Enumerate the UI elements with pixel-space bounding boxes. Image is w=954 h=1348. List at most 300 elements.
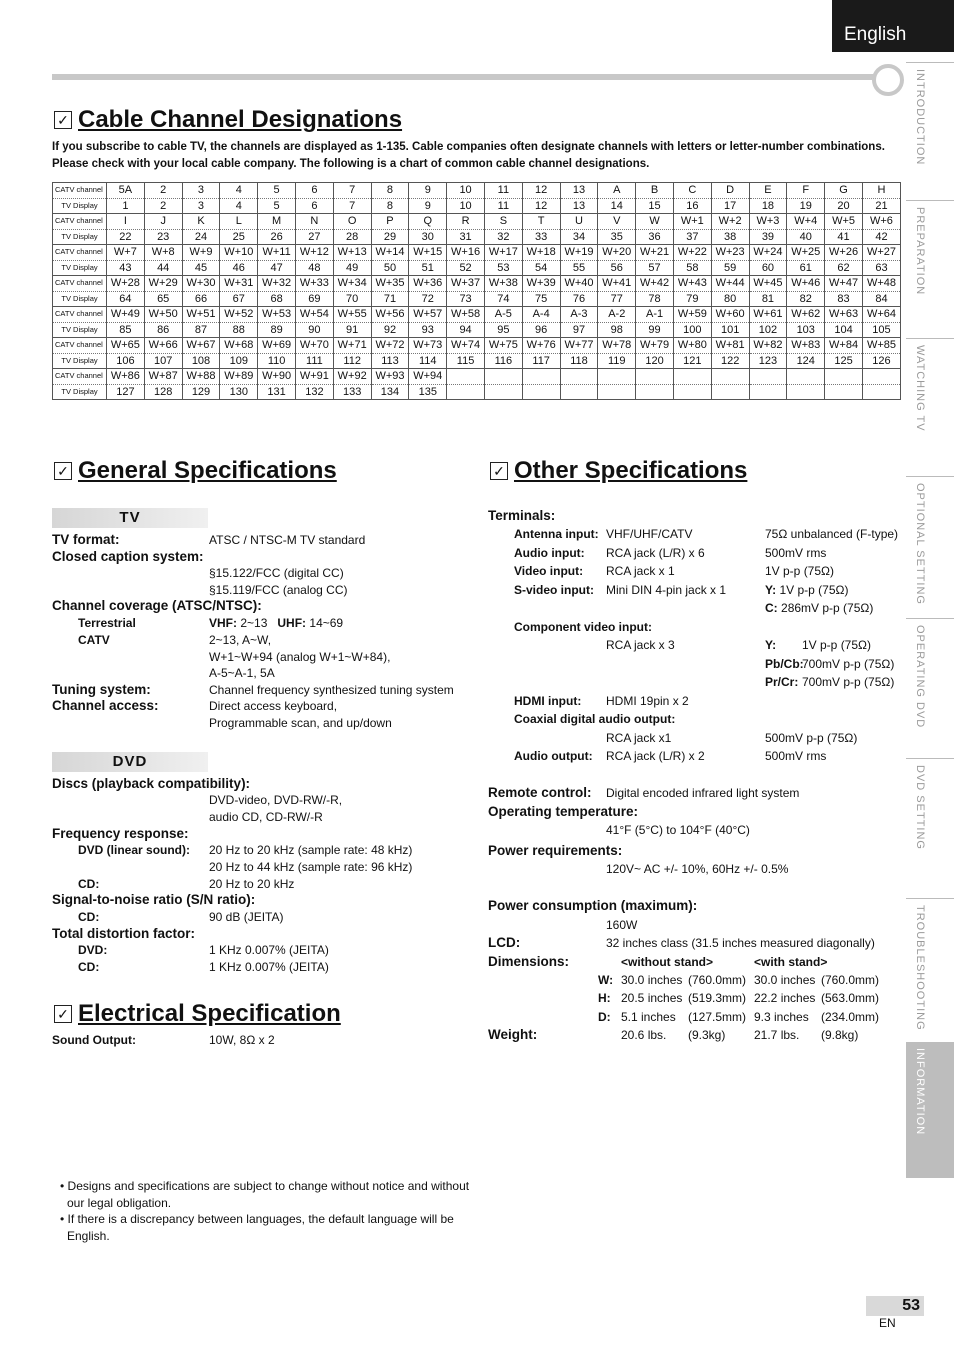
tv-display-cell: 127: [107, 384, 145, 400]
access-value-2: Programmable scan, and up/down: [209, 716, 392, 730]
tv-display-cell: 77: [598, 291, 636, 307]
catv-cell: 7: [333, 183, 371, 199]
tv-display-cell: 112: [333, 353, 371, 369]
catv-cell: W+86: [107, 369, 145, 385]
catv-cell: D: [711, 183, 749, 199]
weight-label: Weight:: [488, 1027, 538, 1042]
electrical-heading: ✓ Electrical Specification: [54, 1000, 341, 1028]
temp-label: Operating temperature:: [488, 804, 639, 819]
tv-display-cell: 132: [295, 384, 333, 400]
cc-value-analog: §15.119/FCC (analog CC): [209, 583, 348, 597]
catv-cell: W+56: [371, 307, 409, 323]
svideo-c: C: 286mV p-p (75Ω): [765, 601, 874, 615]
tv-display-cell: 32: [484, 229, 522, 245]
tv-display-cell: 24: [182, 229, 220, 245]
tv-display-cell: 120: [636, 353, 674, 369]
catv-cell: W+94: [409, 369, 447, 385]
tv-display-cell: 92: [371, 322, 409, 338]
component-label: Component video input:: [514, 620, 652, 634]
dvd-linear-label: DVD (linear sound):: [78, 843, 191, 857]
tv-display-cell: 49: [333, 260, 371, 276]
tv-display-cell: [825, 384, 863, 400]
side-tab-optional-setting[interactable]: OPTIONAL SETTING: [906, 476, 954, 613]
tv-display-cell: 51: [409, 260, 447, 276]
thd-label: Total distortion factor:: [52, 926, 195, 941]
tv-display-cell: 23: [144, 229, 182, 245]
tv-display-cell: 26: [258, 229, 296, 245]
catv-row: [53, 307, 901, 323]
tv-display-cell: 81: [749, 291, 787, 307]
tv-display-cell: 113: [371, 353, 409, 369]
tv-display-row: [53, 291, 901, 307]
discs-label: Discs (playback compatibility):: [52, 776, 251, 791]
temp-value: 41°F (5°C) to 104°F (40°C): [606, 823, 750, 837]
dvd-band: DVD: [52, 752, 208, 772]
tv-display-cell: 48: [295, 260, 333, 276]
catv-cell: W+91: [295, 369, 333, 385]
tv-display-cell: 134: [371, 384, 409, 400]
catv-cell: W+39: [522, 276, 560, 292]
tv-display-row: [53, 353, 901, 369]
tv-display-cell: 111: [295, 353, 333, 369]
footnote-1a: • Designs and specifications are subject to change without notice and without: [60, 1179, 470, 1193]
catv-cell: A-5: [484, 307, 522, 323]
tv-display-cell: 44: [144, 260, 182, 276]
catv-cell: A-4: [522, 307, 560, 323]
tv-display-cell: [862, 384, 900, 400]
catv-row: [53, 183, 901, 199]
tv-display-cell: 95: [484, 322, 522, 338]
tv-display-row-label: TV Display: [53, 291, 107, 307]
tv-display-cell: 69: [295, 291, 333, 307]
catv-cell: W+92: [333, 369, 371, 385]
consumption-label: Power consumption (maximum):: [488, 898, 698, 913]
catv-cell: W+73: [409, 338, 447, 354]
tv-display-cell: 59: [711, 260, 749, 276]
cd-freq-value: 20 Hz to 20 kHz: [209, 877, 295, 891]
tv-display-cell: 21: [862, 198, 900, 214]
video-in-value: RCA jack x 1: [606, 564, 675, 578]
catv-row-label: CATV channel: [53, 338, 107, 354]
catv-cell: T: [522, 214, 560, 230]
catv-cell: W+11: [258, 245, 296, 261]
width-in-without: 30.0 inches: [621, 973, 683, 987]
tv-display-cell: 30: [409, 229, 447, 245]
tv-display-cell: 84: [862, 291, 900, 307]
catv-cell: W+26: [825, 245, 863, 261]
checkbox-icon: ✓: [54, 462, 72, 480]
catv-cell: W+23: [711, 245, 749, 261]
tv-display-cell: 54: [522, 260, 560, 276]
general-heading: ✓ General Specifications: [54, 457, 337, 485]
tv-display-cell: 76: [560, 291, 598, 307]
catv-cell: W+10: [220, 245, 258, 261]
catv-cell: W+63: [825, 307, 863, 323]
catv-cell: A-3: [560, 307, 598, 323]
catv-cell: U: [560, 214, 598, 230]
catv-cell: W+44: [711, 276, 749, 292]
tv-display-cell: 83: [825, 291, 863, 307]
tv-display-cell: 89: [258, 322, 296, 338]
catv-row: [53, 369, 901, 385]
tv-format-value: ATSC / NTSC-M TV standard: [209, 533, 366, 547]
tv-format-label: TV format:: [52, 532, 120, 547]
comp-y-value: 1V p-p (75Ω): [802, 638, 871, 652]
catv-cell: A-2: [598, 307, 636, 323]
tv-display-cell: [673, 384, 711, 400]
height-in-with: 22.2 inches: [754, 991, 816, 1005]
comp-pb-value: 700mV p-p (75Ω): [802, 657, 895, 671]
tv-display-cell: 63: [862, 260, 900, 276]
tv-display-row: [53, 384, 901, 400]
consumption-value: 160W: [606, 918, 638, 932]
tv-display-cell: 62: [825, 260, 863, 276]
terrestrial-label: Terrestrial: [78, 616, 136, 630]
catv-cell: W+36: [409, 276, 447, 292]
catv-cell: F: [787, 183, 825, 199]
catv-cell: S: [484, 214, 522, 230]
catv-cell: W+93: [371, 369, 409, 385]
catv-cell: W+16: [447, 245, 485, 261]
catv-cell: W+37: [447, 276, 485, 292]
tv-display-cell: 119: [598, 353, 636, 369]
catv-cell: W+77: [560, 338, 598, 354]
tv-display-cell: [598, 384, 636, 400]
catv-cell: W+79: [636, 338, 674, 354]
tv-display-cell: 87: [182, 322, 220, 338]
catv-cell: W+28: [107, 276, 145, 292]
catv-cell: W+62: [787, 307, 825, 323]
catv-cell: W: [636, 214, 674, 230]
catv-cell: [825, 369, 863, 385]
tv-display-row-label: TV Display: [53, 322, 107, 338]
tv-display-cell: 88: [220, 322, 258, 338]
catv-cell: A: [598, 183, 636, 199]
tv-display-cell: 107: [144, 353, 182, 369]
width-label: W:: [598, 973, 614, 987]
footnotes: [60, 1178, 470, 1244]
catv-cell: W+19: [560, 245, 598, 261]
catv-cell: W+85: [862, 338, 900, 354]
dvd-linear-value-2: 20 Hz to 44 kHz (sample rate: 96 kHz): [209, 860, 413, 874]
tv-display-cell: 53: [484, 260, 522, 276]
tv-display-cell: 28: [333, 229, 371, 245]
tv-display-cell: 110: [258, 353, 296, 369]
language-tab: English: [832, 0, 954, 52]
cd-freq-label: CD:: [78, 877, 100, 891]
tv-display-row-label: TV Display: [53, 198, 107, 214]
catv-cell: W+42: [636, 276, 674, 292]
tv-display-cell: 99: [636, 322, 674, 338]
depth-mm-without: (127.5mm): [688, 1010, 747, 1024]
thd-cd-value: 1 KHz 0.007% (JEITA): [209, 960, 329, 974]
catv-cell: W+15: [409, 245, 447, 261]
video-in-label: Video input:: [514, 564, 584, 578]
tv-display-cell: 16: [673, 198, 711, 214]
header-rule: [52, 74, 874, 80]
height-mm-without: (519.3mm): [688, 991, 747, 1005]
catv-cell: [673, 369, 711, 385]
snr-cd-label: CD:: [78, 910, 100, 924]
tv-display-cell: 73: [447, 291, 485, 307]
footnote-2a: • If there is a discrepancy between languages, the default language will be: [60, 1212, 454, 1226]
catv-cell: W+22: [673, 245, 711, 261]
side-tab-operating-dvd[interactable]: OPERATING DVD: [906, 618, 954, 755]
catv-cell: 13: [560, 183, 598, 199]
catv-cell: R: [447, 214, 485, 230]
catv-cell: W+58: [447, 307, 485, 323]
snr-cd-value: 90 dB (JEITA): [209, 910, 284, 924]
catv-cell: W+75: [484, 338, 522, 354]
tv-display-cell: 4: [220, 198, 258, 214]
catv-cell: W+18: [522, 245, 560, 261]
tv-display-cell: 10: [447, 198, 485, 214]
catv-row: [53, 338, 901, 354]
tv-display-cell: 20: [825, 198, 863, 214]
catv-cell: W+84: [825, 338, 863, 354]
catv-cell: W+90: [258, 369, 296, 385]
tv-display-cell: 106: [107, 353, 145, 369]
antenna-label: Antenna input:: [514, 527, 599, 541]
catv-cell: N: [295, 214, 333, 230]
catv-cell: W+38: [484, 276, 522, 292]
catv-cell: [711, 369, 749, 385]
cable-intro: If you subscribe to cable TV, the channels are displayed as 1-135. Cable companies often designate channels with letters or letter-number combinations. Please check with your local cable company. The following is a chart of common cable channel designations.: [52, 141, 885, 170]
catv-cell: W+61: [749, 307, 787, 323]
page-lang-code: EN: [879, 1316, 896, 1330]
catv-cell: W+53: [258, 307, 296, 323]
tv-display-cell: 41: [825, 229, 863, 245]
side-tab-watching-tv[interactable]: WATCHING TV: [906, 338, 954, 475]
tv-display-cell: 98: [598, 322, 636, 338]
terrestrial-value: VHF: 2~13 UHF: 14~69: [209, 616, 344, 630]
tv-display-cell: 117: [522, 353, 560, 369]
without-stand-header: <without stand>: [621, 955, 714, 969]
catv-cell: W+7: [107, 245, 145, 261]
tv-display-cell: 58: [673, 260, 711, 276]
footnote-2b: English.: [67, 1228, 110, 1243]
dvd-linear-value-1: 20 Hz to 20 kHz (sample rate: 48 kHz): [209, 843, 413, 857]
side-tab-troubleshooting[interactable]: TROUBLESHOOTING: [906, 898, 954, 1035]
catv-cell: W+67: [182, 338, 220, 354]
tv-display-cell: 31: [447, 229, 485, 245]
tv-display-row-label: TV Display: [53, 260, 107, 276]
audio-out-label: Audio output:: [514, 749, 593, 763]
tv-display-cell: 38: [711, 229, 749, 245]
freq-label: Frequency response:: [52, 826, 189, 841]
side-tab-preparation[interactable]: PREPARATION: [906, 200, 954, 337]
catv-cell: M: [258, 214, 296, 230]
power-value: 120V~ AC +/- 10%, 60Hz +/- 0.5%: [606, 862, 789, 876]
catv-row: [53, 214, 901, 230]
height-mm-with: (563.0mm): [821, 991, 880, 1005]
catv-row-label: CATV channel: [53, 369, 107, 385]
tv-display-cell: 86: [144, 322, 182, 338]
tv-display-cell: 80: [711, 291, 749, 307]
side-tab-introduction[interactable]: INTRODUCTION: [906, 62, 954, 199]
lcd-label: LCD:: [488, 935, 521, 950]
catv-cell: [636, 369, 674, 385]
catv-cell: [522, 369, 560, 385]
weight-lbs-with: 21.7 lbs.: [754, 1028, 800, 1042]
catv-cell: 10: [447, 183, 485, 199]
tv-display-cell: 55: [560, 260, 598, 276]
tv-band: TV: [52, 508, 208, 528]
catv-cell: W+78: [598, 338, 636, 354]
hdmi-value: HDMI 19pin x 2: [606, 694, 689, 708]
catv-row-label: CATV channel: [53, 214, 107, 230]
width-mm-without: (760.0mm): [688, 973, 747, 987]
access-value-1: Direct access keyboard,: [209, 699, 338, 713]
catv-cell: H: [862, 183, 900, 199]
tv-display-cell: 126: [862, 353, 900, 369]
tv-display-cell: 13: [560, 198, 598, 214]
height-label: H:: [598, 991, 611, 1005]
access-label: Channel access:: [52, 698, 159, 713]
tv-display-cell: 47: [258, 260, 296, 276]
checkbox-icon: ✓: [54, 111, 72, 129]
tuning-value: Channel frequency synthesized tuning system: [209, 683, 454, 697]
catv-cell: L: [220, 214, 258, 230]
tv-display-cell: 33: [522, 229, 560, 245]
discs-value-2: audio CD, CD-RW/-R: [209, 810, 323, 824]
tv-display-cell: 91: [333, 322, 371, 338]
catv-cell: [749, 369, 787, 385]
weight-kg-without: (9.3kg): [688, 1028, 726, 1042]
tv-display-cell: 60: [749, 260, 787, 276]
tv-display-cell: [787, 384, 825, 400]
catv-row-label: CATV channel: [53, 276, 107, 292]
tv-display-row: [53, 322, 901, 338]
tv-display-cell: 105: [862, 322, 900, 338]
cable-heading: ✓ Cable Channel Designations: [54, 106, 402, 134]
tv-display-cell: 1: [107, 198, 145, 214]
tv-display-cell: 61: [787, 260, 825, 276]
width-mm-with: (760.0mm): [821, 973, 880, 987]
catv-cell: W+33: [295, 276, 333, 292]
footnote-1b: our legal obligation.: [67, 1195, 172, 1210]
tv-display-cell: 116: [484, 353, 522, 369]
tv-display-cell: 122: [711, 353, 749, 369]
catv-cell: W+89: [220, 369, 258, 385]
snr-label: Signal-to-noise ratio (S/N ratio):: [52, 892, 256, 907]
tv-display-cell: 40: [787, 229, 825, 245]
remote-label: Remote control:: [488, 785, 592, 800]
catv-cell: W+17: [484, 245, 522, 261]
discs-value-1: DVD-video, DVD-RW/-R,: [209, 793, 343, 807]
catv-cell: C: [673, 183, 711, 199]
catv-cell: W+51: [182, 307, 220, 323]
remote-value: Digital encoded infrared light system: [606, 786, 800, 800]
catv-cell: W+20: [598, 245, 636, 261]
catv-cell: W+3: [749, 214, 787, 230]
tv-display-cell: 6: [295, 198, 333, 214]
svideo-y: Y: 1V p-p (75Ω): [765, 583, 849, 597]
page-number: 53: [866, 1296, 924, 1316]
catv-cell: W+54: [295, 307, 333, 323]
catv-cell: K: [182, 214, 220, 230]
tv-display-cell: 2: [144, 198, 182, 214]
tv-display-cell: 124: [787, 353, 825, 369]
side-tab-dvd-setting[interactable]: DVD SETTING: [906, 758, 954, 895]
thd-cd-label: CD:: [78, 960, 100, 974]
audio-out-spec: 500mV rms: [765, 749, 827, 763]
thd-dvd-value: 1 KHz 0.007% (JEITA): [209, 943, 329, 957]
tv-display-cell: [560, 384, 598, 400]
tv-display-cell: 67: [220, 291, 258, 307]
sound-output-value: 10W, 8Ω x 2: [209, 1033, 275, 1047]
catv-cell: A-1: [636, 307, 674, 323]
tv-display-cell: 5: [258, 198, 296, 214]
tv-display-cell: 29: [371, 229, 409, 245]
catv-cell: W+41: [598, 276, 636, 292]
tv-display-cell: 114: [409, 353, 447, 369]
tv-display-cell: 36: [636, 229, 674, 245]
catv-cell: 9: [409, 183, 447, 199]
tv-display-cell: 11: [484, 198, 522, 214]
catv-cell: W+14: [371, 245, 409, 261]
tv-display-cell: 50: [371, 260, 409, 276]
tv-display-cell: 19: [787, 198, 825, 214]
tv-display-cell: 101: [711, 322, 749, 338]
catv-cell: W+80: [673, 338, 711, 354]
catv-cell: W+2: [711, 214, 749, 230]
tv-display-cell: 35: [598, 229, 636, 245]
antenna-spec: 75Ω unbalanced (F-type): [765, 527, 899, 541]
comp-y-label: Y:: [765, 638, 777, 652]
catv-cell: W+81: [711, 338, 749, 354]
tv-display-cell: 17: [711, 198, 749, 214]
tv-display-cell: 125: [825, 353, 863, 369]
tv-display-cell: 97: [560, 322, 598, 338]
tv-display-cell: [636, 384, 674, 400]
antenna-value: VHF/UHF/CATV: [606, 527, 693, 541]
comp-pr-value: 700mV p-p (75Ω): [802, 675, 895, 689]
catv-label: CATV: [78, 633, 110, 647]
tv-display-cell: 12: [522, 198, 560, 214]
tv-display-row: [53, 198, 901, 214]
catv-cell: W+82: [749, 338, 787, 354]
depth-label: D:: [598, 1010, 611, 1024]
catv-row: [53, 276, 901, 292]
hdmi-label: HDMI input:: [514, 694, 582, 708]
tv-display-cell: 72: [409, 291, 447, 307]
catv-cell: 6: [295, 183, 333, 199]
tv-display-cell: 129: [182, 384, 220, 400]
tv-display-cell: 96: [522, 322, 560, 338]
tv-display-cell: 52: [447, 260, 485, 276]
catv-cell: W+65: [107, 338, 145, 354]
tv-display-cell: [749, 384, 787, 400]
tv-display-cell: 46: [220, 260, 258, 276]
tv-display-cell: 70: [333, 291, 371, 307]
tv-display-cell: 39: [749, 229, 787, 245]
catv-cell: W+1: [673, 214, 711, 230]
catv-cell: W+55: [333, 307, 371, 323]
catv-cell: Q: [409, 214, 447, 230]
catv-cell: W+27: [862, 245, 900, 261]
svideo-label: S-video input:: [514, 583, 594, 597]
cable-channel-table: [52, 182, 901, 400]
catv-cell: W+71: [333, 338, 371, 354]
tv-display-cell: [484, 384, 522, 400]
tv-display-cell: 131: [258, 384, 296, 400]
tv-display-cell: 9: [409, 198, 447, 214]
side-tab-information[interactable]: INFORMATION: [906, 1042, 954, 1178]
catv-cell: [447, 369, 485, 385]
tv-display-row: [53, 260, 901, 276]
tv-display-cell: 82: [787, 291, 825, 307]
